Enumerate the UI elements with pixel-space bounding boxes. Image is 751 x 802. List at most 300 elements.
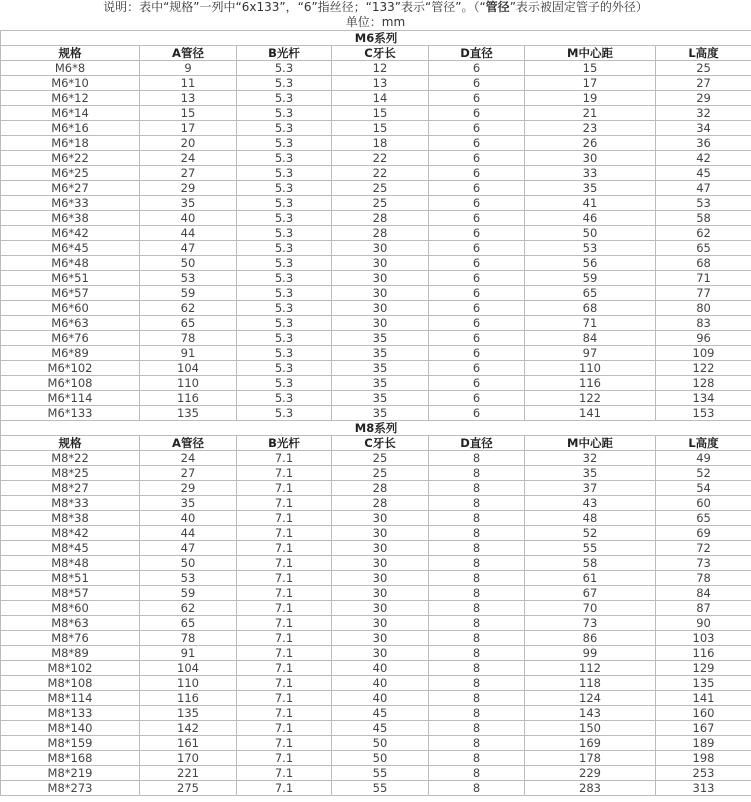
table-cell: 5.3 <box>237 316 332 331</box>
header-row <box>1 46 751 61</box>
section-title-row <box>1 421 751 436</box>
table-cell: 30 <box>332 286 429 301</box>
table-cell: 7.1 <box>237 781 332 796</box>
table-cell: M6*60 <box>1 301 140 316</box>
table-cell: 6 <box>429 346 525 361</box>
table-cell: 6 <box>429 61 525 76</box>
table-cell: 8 <box>429 781 525 796</box>
table-cell: 78 <box>140 631 237 646</box>
table-cell: 27 <box>140 466 237 481</box>
table-cell: 8 <box>429 481 525 496</box>
table-cell: 35 <box>332 331 429 346</box>
table-cell: 8 <box>429 676 525 691</box>
table-cell: 11 <box>140 76 237 91</box>
table-row <box>1 286 751 301</box>
table-row <box>1 211 751 226</box>
table-cell: 110 <box>140 376 237 391</box>
table-cell: M6*102 <box>1 361 140 376</box>
table-row <box>1 151 751 166</box>
table-cell: 71 <box>525 316 656 331</box>
table-row <box>1 106 751 121</box>
table-row <box>1 391 751 406</box>
column-header: B光杆 <box>237 436 332 451</box>
table-cell: 6 <box>429 196 525 211</box>
table-cell: 26 <box>525 136 656 151</box>
table-cell: 72 <box>656 541 751 556</box>
table-cell: 30 <box>332 526 429 541</box>
table-cell: 8 <box>429 661 525 676</box>
table-row <box>1 706 751 721</box>
table-cell: 30 <box>332 316 429 331</box>
table-cell: 45 <box>332 721 429 736</box>
table-cell: 59 <box>525 271 656 286</box>
table-cell: 45 <box>332 706 429 721</box>
table-cell: 129 <box>656 661 751 676</box>
table-cell: 5.3 <box>237 151 332 166</box>
table-row <box>1 661 751 676</box>
table-cell: 20 <box>140 136 237 151</box>
table-cell: 141 <box>656 691 751 706</box>
table-cell: 25 <box>332 196 429 211</box>
table-cell: 8 <box>429 706 525 721</box>
table-cell: 65 <box>140 316 237 331</box>
table-row <box>1 316 751 331</box>
table-cell: 96 <box>656 331 751 346</box>
table-cell: 53 <box>140 571 237 586</box>
table-cell: 5.3 <box>237 256 332 271</box>
table-row <box>1 616 751 631</box>
table-cell: 8 <box>429 751 525 766</box>
column-header: M中心距 <box>525 436 656 451</box>
table-row <box>1 721 751 736</box>
column-header: A管径 <box>140 46 237 61</box>
table-row <box>1 61 751 76</box>
table-cell: 6 <box>429 241 525 256</box>
table-cell: M8*25 <box>1 466 140 481</box>
table-cell: 34 <box>656 121 751 136</box>
table-cell: M6*16 <box>1 121 140 136</box>
table-cell: 116 <box>525 376 656 391</box>
table-cell: 54 <box>656 481 751 496</box>
table-cell: 67 <box>525 586 656 601</box>
table-cell: 28 <box>332 211 429 226</box>
table-cell: 91 <box>140 346 237 361</box>
table-row <box>1 751 751 766</box>
table-cell: 35 <box>332 376 429 391</box>
table-cell: 7.1 <box>237 691 332 706</box>
table-cell: 141 <box>525 406 656 421</box>
table-cell: 46 <box>525 211 656 226</box>
table-cell: M6*27 <box>1 181 140 196</box>
table-cell: 35 <box>332 391 429 406</box>
table-cell: 124 <box>525 691 656 706</box>
table-cell: 91 <box>140 646 237 661</box>
table-cell: 275 <box>140 781 237 796</box>
table-cell: 7.1 <box>237 556 332 571</box>
table-cell: 109 <box>656 346 751 361</box>
table-cell: 7.1 <box>237 541 332 556</box>
table-cell: 23 <box>525 121 656 136</box>
table-cell: 7.1 <box>237 601 332 616</box>
table-cell: 8 <box>429 736 525 751</box>
table-cell: 13 <box>332 76 429 91</box>
table-cell: 30 <box>332 241 429 256</box>
table-cell: 28 <box>332 496 429 511</box>
table-cell: 143 <box>525 706 656 721</box>
table-row <box>1 241 751 256</box>
table-cell: 6 <box>429 361 525 376</box>
table-cell: 283 <box>525 781 656 796</box>
table-cell: 6 <box>429 136 525 151</box>
table-row <box>1 91 751 106</box>
table-cell: 22 <box>332 166 429 181</box>
table-cell: M6*12 <box>1 91 140 106</box>
note-text-pre: 说明：表中“规格”一列中“6x133”，“6”指丝径；“133”表示“管径”。（“ <box>103 0 486 14</box>
table-row <box>1 256 751 271</box>
table-cell: 97 <box>525 346 656 361</box>
table-cell: 35 <box>332 346 429 361</box>
table-cell: 167 <box>656 721 751 736</box>
table-cell: 47 <box>140 541 237 556</box>
table-cell: 40 <box>140 211 237 226</box>
table-cell: 8 <box>429 526 525 541</box>
table-cell: 52 <box>656 466 751 481</box>
table-cell: 5.3 <box>237 286 332 301</box>
table-cell: 5.3 <box>237 61 332 76</box>
table-cell: 7.1 <box>237 511 332 526</box>
table-cell: M8*60 <box>1 601 140 616</box>
table-row <box>1 76 751 91</box>
table-cell: M6*22 <box>1 151 140 166</box>
table-cell: M6*10 <box>1 76 140 91</box>
column-header: D直径 <box>429 46 525 61</box>
table-cell: 8 <box>429 451 525 466</box>
table-cell: 50 <box>332 751 429 766</box>
column-header: M中心距 <box>525 46 656 61</box>
table-cell: 30 <box>332 556 429 571</box>
table-cell: M8*48 <box>1 556 140 571</box>
table-cell: 5.3 <box>237 106 332 121</box>
table-cell: 178 <box>525 751 656 766</box>
table-cell: 110 <box>525 361 656 376</box>
table-cell: 53 <box>525 241 656 256</box>
table-row <box>1 271 751 286</box>
table-cell: 150 <box>525 721 656 736</box>
table-cell: 84 <box>656 586 751 601</box>
table-row <box>1 646 751 661</box>
table-cell: 198 <box>656 751 751 766</box>
table-cell: M6*33 <box>1 196 140 211</box>
table-cell: 30 <box>332 571 429 586</box>
table-cell: 78 <box>656 571 751 586</box>
table-cell: 73 <box>656 556 751 571</box>
table-row <box>1 631 751 646</box>
table-cell: 128 <box>656 376 751 391</box>
table-row <box>1 451 751 466</box>
table-row <box>1 181 751 196</box>
table-cell: 68 <box>656 256 751 271</box>
table-cell: 14 <box>332 91 429 106</box>
table-cell: 5.3 <box>237 271 332 286</box>
table-cell: M6*108 <box>1 376 140 391</box>
table-cell: 56 <box>525 256 656 271</box>
table-cell: 6 <box>429 166 525 181</box>
table-cell: M8*219 <box>1 766 140 781</box>
table-cell: 25 <box>332 181 429 196</box>
table-cell: 55 <box>332 766 429 781</box>
table-cell: 6 <box>429 151 525 166</box>
table-cell: 9 <box>140 61 237 76</box>
table-cell: 103 <box>656 631 751 646</box>
table-row <box>1 496 751 511</box>
section-title: M8系列 <box>1 421 751 436</box>
table-cell: 50 <box>332 736 429 751</box>
table-row <box>1 541 751 556</box>
table-cell: 62 <box>140 601 237 616</box>
table-cell: 65 <box>525 286 656 301</box>
section-title-row <box>1 31 751 46</box>
table-cell: 35 <box>525 181 656 196</box>
table-cell: M8*45 <box>1 541 140 556</box>
table-cell: 18 <box>332 136 429 151</box>
table-cell: M8*42 <box>1 526 140 541</box>
table-cell: 65 <box>140 616 237 631</box>
column-header: L高度 <box>656 436 751 451</box>
table-cell: 5.3 <box>237 91 332 106</box>
table-cell: M8*33 <box>1 496 140 511</box>
table-cell: M8*38 <box>1 511 140 526</box>
table-cell: M8*63 <box>1 616 140 631</box>
table-row <box>1 526 751 541</box>
table-cell: 30 <box>332 586 429 601</box>
table-cell: 5.3 <box>237 226 332 241</box>
table-row <box>1 781 751 796</box>
table-cell: M8*273 <box>1 781 140 796</box>
table-cell: 6 <box>429 106 525 121</box>
note-text-post: ”表示被固定管子的外径） <box>509 0 648 14</box>
table-cell: 52 <box>525 526 656 541</box>
table-cell: 6 <box>429 286 525 301</box>
table-cell: 6 <box>429 121 525 136</box>
table-cell: 25 <box>656 61 751 76</box>
table-cell: 253 <box>656 766 751 781</box>
table-cell: 8 <box>429 766 525 781</box>
table-cell: 40 <box>332 661 429 676</box>
table-cell: 27 <box>656 76 751 91</box>
table-cell: 35 <box>525 466 656 481</box>
table-cell: 78 <box>140 331 237 346</box>
table-cell: M8*22 <box>1 451 140 466</box>
table-cell: 161 <box>140 736 237 751</box>
table-cell: 69 <box>656 526 751 541</box>
table-cell: M6*42 <box>1 226 140 241</box>
table-cell: 15 <box>140 106 237 121</box>
table-cell: 65 <box>656 241 751 256</box>
table-cell: 7.1 <box>237 616 332 631</box>
table-row <box>1 466 751 481</box>
table-cell: 8 <box>429 646 525 661</box>
table-cell: 6 <box>429 316 525 331</box>
table-cell: 40 <box>332 691 429 706</box>
table-cell: M6*25 <box>1 166 140 181</box>
table-cell: 6 <box>429 271 525 286</box>
table-cell: 29 <box>140 481 237 496</box>
description-note <box>0 0 751 15</box>
table-cell: 6 <box>429 406 525 421</box>
table-cell: 53 <box>656 196 751 211</box>
table-cell: 61 <box>525 571 656 586</box>
table-cell: M8*114 <box>1 691 140 706</box>
table-cell: 7.1 <box>237 481 332 496</box>
table-cell: 36 <box>656 136 751 151</box>
table-cell: 7.1 <box>237 721 332 736</box>
table-row <box>1 226 751 241</box>
table-cell: M8*89 <box>1 646 140 661</box>
table-cell: 80 <box>656 301 751 316</box>
table-cell: 25 <box>332 451 429 466</box>
table-cell: 116 <box>140 391 237 406</box>
table-cell: 134 <box>656 391 751 406</box>
table-cell: M8*159 <box>1 736 140 751</box>
table-row <box>1 736 751 751</box>
table-cell: 35 <box>140 496 237 511</box>
table-cell: 30 <box>332 646 429 661</box>
table-cell: 28 <box>332 226 429 241</box>
table-cell: M6*76 <box>1 331 140 346</box>
table-cell: 30 <box>332 271 429 286</box>
table-cell: 5.3 <box>237 121 332 136</box>
table-cell: M8*108 <box>1 676 140 691</box>
table-cell: M6*63 <box>1 316 140 331</box>
table-cell: 6 <box>429 301 525 316</box>
table-cell: 60 <box>656 496 751 511</box>
table-cell: 160 <box>656 706 751 721</box>
table-cell: 53 <box>140 271 237 286</box>
table-row <box>1 586 751 601</box>
table-cell: 62 <box>656 226 751 241</box>
table-cell: 170 <box>140 751 237 766</box>
column-header: 规格 <box>1 46 140 61</box>
table-cell: M8*51 <box>1 571 140 586</box>
table-cell: M6*133 <box>1 406 140 421</box>
table-cell: 12 <box>332 61 429 76</box>
table-row <box>1 301 751 316</box>
table-cell: 68 <box>525 301 656 316</box>
unit-label: 单位：mm <box>345 15 406 29</box>
table-cell: 30 <box>332 616 429 631</box>
table-cell: 50 <box>140 556 237 571</box>
table-cell: M8*140 <box>1 721 140 736</box>
table-cell: 5.3 <box>237 166 332 181</box>
table-cell: 8 <box>429 721 525 736</box>
table-cell: 5.3 <box>237 406 332 421</box>
table-row <box>1 601 751 616</box>
table-row <box>1 166 751 181</box>
table-cell: 229 <box>525 766 656 781</box>
table-cell: 71 <box>656 271 751 286</box>
table-cell: 116 <box>140 691 237 706</box>
table-cell: 7.1 <box>237 706 332 721</box>
table-cell: M8*76 <box>1 631 140 646</box>
table-row <box>1 121 751 136</box>
table-cell: 5.3 <box>237 76 332 91</box>
column-header: D直径 <box>429 436 525 451</box>
table-cell: 87 <box>656 601 751 616</box>
note-text-bold: 管径 <box>485 0 510 14</box>
column-header: B光杆 <box>237 46 332 61</box>
table-cell: 7.1 <box>237 646 332 661</box>
table-cell: 58 <box>656 211 751 226</box>
table-cell: 50 <box>140 256 237 271</box>
table-cell: 135 <box>140 406 237 421</box>
table-cell: 35 <box>332 361 429 376</box>
table-cell: 48 <box>525 511 656 526</box>
table-cell: 32 <box>656 106 751 121</box>
table-cell: 5.3 <box>237 391 332 406</box>
table-cell: 29 <box>140 181 237 196</box>
column-header: C牙长 <box>332 436 429 451</box>
table-cell: 112 <box>525 661 656 676</box>
table-cell: 122 <box>656 361 751 376</box>
table-cell: 77 <box>656 286 751 301</box>
table-cell: 5.3 <box>237 376 332 391</box>
table-cell: 6 <box>429 226 525 241</box>
table-cell: 25 <box>332 466 429 481</box>
table-cell: M8*57 <box>1 586 140 601</box>
table-cell: 65 <box>656 511 751 526</box>
table-cell: 189 <box>656 736 751 751</box>
table-cell: 7.1 <box>237 451 332 466</box>
table-cell: 5.3 <box>237 361 332 376</box>
table-cell: 30 <box>332 511 429 526</box>
table-cell: 7.1 <box>237 631 332 646</box>
table-cell: 6 <box>429 91 525 106</box>
table-cell: 35 <box>140 196 237 211</box>
table-cell: 30 <box>332 301 429 316</box>
table-cell: 6 <box>429 376 525 391</box>
table-row <box>1 676 751 691</box>
table-cell: 55 <box>332 781 429 796</box>
table-cell: 73 <box>525 616 656 631</box>
table-cell: 7.1 <box>237 736 332 751</box>
table-cell: 8 <box>429 511 525 526</box>
table-cell: 8 <box>429 541 525 556</box>
table-cell: 55 <box>525 541 656 556</box>
table-cell: 135 <box>140 706 237 721</box>
table-cell: 7.1 <box>237 466 332 481</box>
table-cell: 6 <box>429 331 525 346</box>
column-header: C牙长 <box>332 46 429 61</box>
table-cell: 8 <box>429 616 525 631</box>
table-cell: 7.1 <box>237 661 332 676</box>
table-cell: 19 <box>525 91 656 106</box>
table-cell: 221 <box>140 766 237 781</box>
table-cell: 7.1 <box>237 751 332 766</box>
table-cell: 29 <box>656 91 751 106</box>
spec-table <box>0 30 751 796</box>
table-cell: 84 <box>525 331 656 346</box>
table-cell: 32 <box>525 451 656 466</box>
table-row <box>1 481 751 496</box>
table-cell: M6*8 <box>1 61 140 76</box>
table-cell: 37 <box>525 481 656 496</box>
table-row <box>1 766 751 781</box>
table-row <box>1 571 751 586</box>
table-cell: 15 <box>332 121 429 136</box>
spec-table-body <box>1 31 751 796</box>
table-cell: 5.3 <box>237 211 332 226</box>
table-cell: 122 <box>525 391 656 406</box>
